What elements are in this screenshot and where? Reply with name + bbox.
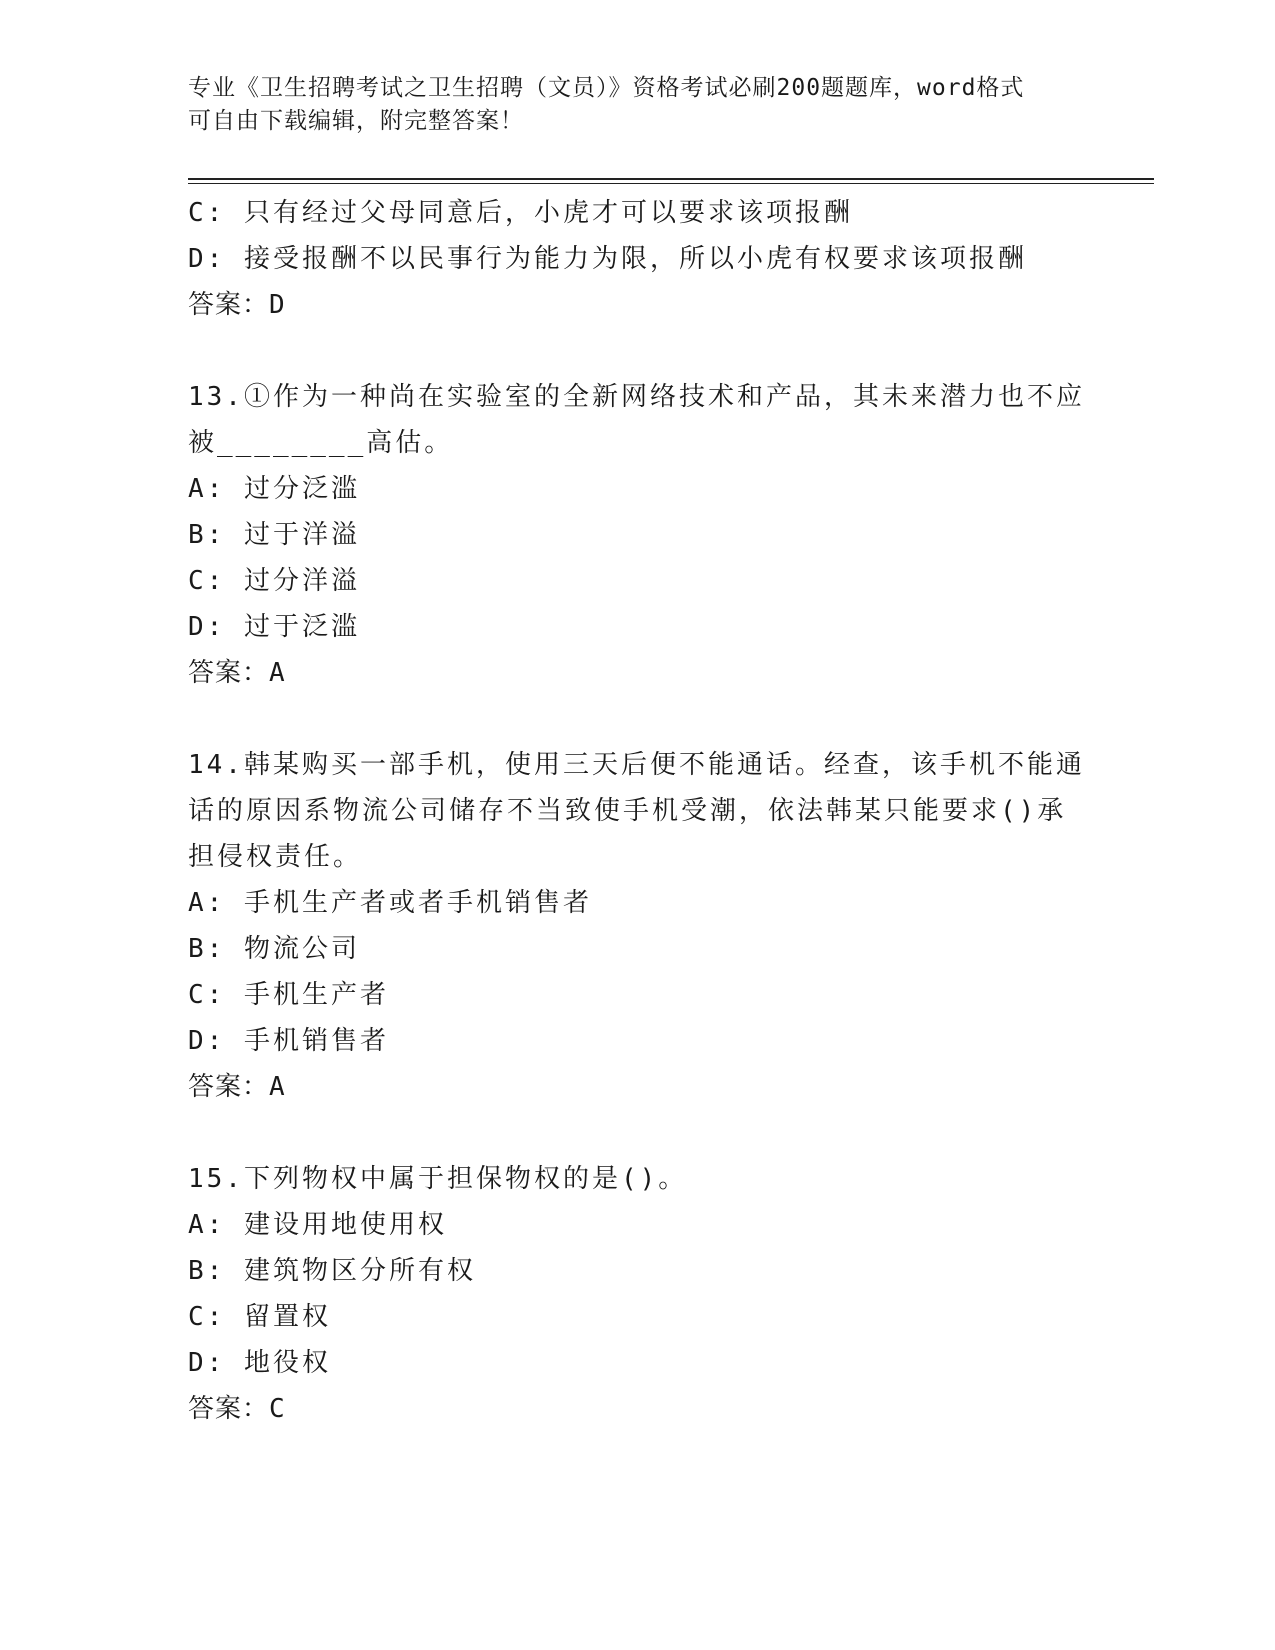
option-label: C: bbox=[188, 198, 226, 228]
option-label: B: bbox=[188, 934, 226, 964]
answer-value: A bbox=[269, 658, 286, 688]
option-a bbox=[188, 880, 1088, 926]
option-c bbox=[188, 190, 1088, 236]
option-a bbox=[188, 466, 1088, 512]
option-c bbox=[188, 1294, 1088, 1340]
question-stem-line: 话的原因系物流公司储存不当致使手机受潮，依法韩某只能要求()承 bbox=[188, 796, 1067, 826]
answer-label: 答案： bbox=[188, 1072, 270, 1102]
option-text: 地役权 bbox=[243, 1348, 331, 1378]
answer-line bbox=[188, 282, 1088, 328]
option-c bbox=[188, 972, 1088, 1018]
question-stem-line: 13.①作为一种尚在实验室的全新网络技术和产品，其未来潜力也不应 bbox=[188, 382, 1085, 412]
header-divider-thin bbox=[188, 183, 1154, 184]
option-text: 留置权 bbox=[243, 1302, 331, 1332]
option-c bbox=[188, 558, 1088, 604]
question-stem-line: 14.韩某购买一部手机，使用三天后便不能通话。经查，该手机不能通 bbox=[188, 750, 1085, 780]
option-text: 手机生产者或者手机销售者 bbox=[243, 888, 592, 918]
option-label: D: bbox=[188, 612, 226, 642]
option-d bbox=[188, 1018, 1088, 1064]
spacer bbox=[188, 1110, 1088, 1156]
option-text: 物流公司 bbox=[243, 934, 360, 964]
header-divider-thick bbox=[188, 178, 1154, 180]
option-text: 接受报酬不以民事行为能力为限，所以小虎有权要求该项报酬 bbox=[243, 244, 1027, 274]
header-title-line-2: 可自由下载编辑，附完整答案！ bbox=[188, 108, 524, 134]
option-d bbox=[188, 236, 1088, 282]
option-text: 手机销售者 bbox=[243, 1026, 389, 1056]
option-b bbox=[188, 926, 1088, 972]
option-label: A: bbox=[188, 1210, 226, 1240]
option-text: 过分泛滥 bbox=[243, 474, 360, 504]
option-label: A: bbox=[188, 474, 226, 504]
answer-label: 答案： bbox=[188, 290, 270, 320]
answer-line bbox=[188, 650, 1088, 696]
answer-line bbox=[188, 1064, 1088, 1110]
option-b bbox=[188, 1248, 1088, 1294]
option-text: 过于泛滥 bbox=[243, 612, 360, 642]
option-label: C: bbox=[188, 980, 226, 1010]
question-13 bbox=[188, 374, 1088, 696]
option-label: C: bbox=[188, 566, 226, 596]
option-text: 建设用地使用权 bbox=[243, 1210, 447, 1240]
option-label: B: bbox=[188, 520, 226, 550]
answer-label: 答案： bbox=[188, 658, 270, 688]
question-list bbox=[188, 190, 1088, 1432]
question-stem-line: 担侵权责任。 bbox=[188, 842, 363, 872]
option-a bbox=[188, 1202, 1088, 1248]
header-title-line-1: 专业《卫生招聘考试之卫生招聘（文员）》资格考试必刷200题题库，word格式 bbox=[188, 75, 1025, 101]
answer-label: 答案： bbox=[188, 1394, 270, 1424]
option-label: B: bbox=[188, 1256, 226, 1286]
option-label: A: bbox=[188, 888, 226, 918]
answer-value: C bbox=[269, 1394, 286, 1424]
option-text: 过于洋溢 bbox=[243, 520, 360, 550]
option-text: 手机生产者 bbox=[243, 980, 389, 1010]
answer-value: A bbox=[269, 1072, 286, 1102]
question-12-continuation bbox=[188, 190, 1088, 328]
question-15 bbox=[188, 1156, 1088, 1432]
option-text: 只有经过父母同意后，小虎才可以要求该项报酬 bbox=[243, 198, 853, 228]
answer-value: D bbox=[269, 290, 286, 320]
option-label: C: bbox=[188, 1302, 226, 1332]
question-stem-line: 被________高估。 bbox=[188, 428, 454, 458]
option-label: D: bbox=[188, 244, 226, 274]
option-text: 过分洋溢 bbox=[243, 566, 360, 596]
option-text: 建筑物区分所有权 bbox=[243, 1256, 476, 1286]
option-d bbox=[188, 1340, 1088, 1386]
spacer bbox=[188, 328, 1088, 374]
option-label: D: bbox=[188, 1026, 226, 1056]
option-b bbox=[188, 512, 1088, 558]
document-header bbox=[188, 72, 1088, 138]
spacer bbox=[188, 696, 1088, 742]
question-stem-line: 15.下列物权中属于担保物权的是()。 bbox=[188, 1164, 688, 1194]
option-d bbox=[188, 604, 1088, 650]
option-label: D: bbox=[188, 1348, 226, 1378]
question-14 bbox=[188, 742, 1088, 1110]
answer-line bbox=[188, 1386, 1088, 1432]
